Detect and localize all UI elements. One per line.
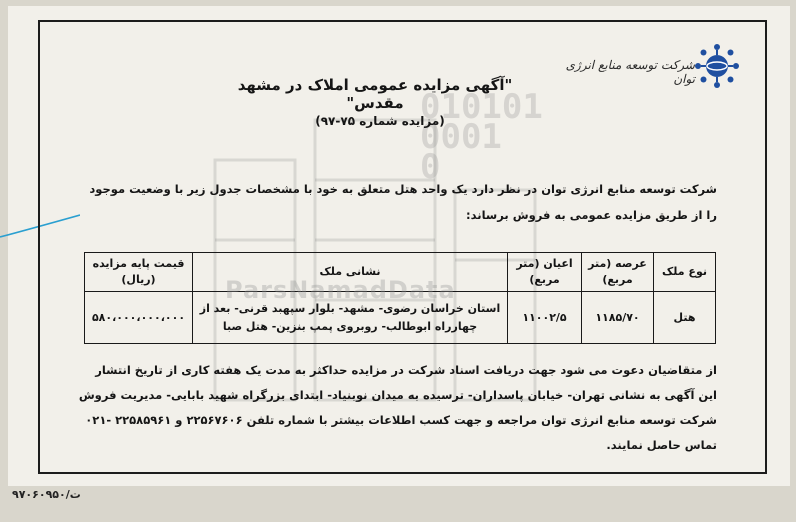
watermark-digits-line: 010101 [420,87,543,127]
watermark-site: ParsNamadData [225,276,456,304]
cell-land-area: ۱۱۸۵/۷۰ [582,292,654,344]
ad-code: ت/۹۷۰۶۰۹۵۰ [12,488,81,501]
cell-address: استان خراسان رضوی- مشهد- بلوار سپهبد قرنی- بعد از چهارراه ابوطالب- روبروی پمپ بنزین- هتل صبا [193,292,508,344]
header-address: نشانی ملک [193,253,508,292]
header-building-area: اعیان (متر مربع) [508,253,582,292]
company-name: شرکت توسعه منابع انرژی توان [565,58,695,86]
header-base-price: قیمت پایه مزایده (ریال) [85,253,193,292]
watermark-digits-line: 0 [420,147,441,187]
header-property-type: نوع ملک [654,253,716,292]
cell-property-type: هتل [654,292,716,344]
cell-building-area: ۱۱۰۰۲/۵ [508,292,582,344]
ad-title: "آگهی مزایده عمومی املاک در مشهد مقدس" [237,76,513,112]
company-logo-icon [693,42,741,90]
intro-paragraph: شرکت توسعه منابع انرژی توان در نظر دارد یک واحد هتل متعلق به خود با مشخصات جدول زیر با وضعیت موجود را از طریق مزایده عمومی به فروش برساند: [89,182,717,222]
cell-base-price: ۵۸۰،۰۰۰،۰۰۰،۰۰۰ [85,292,193,344]
footer-paragraph: از متقاضیان دعوت می شود جهت دریافت اسناد شرکت در مزایده حداکثر به مدت یک هفته کاری از تاریخ انتشار این آگهی به نشانی تهران- خیابان پاسداران- ترسیده به میدان نوبنیاد- ابتدای بزرگراه شهید بابایی- مدیریت فروش شرکت توسعه منابع انرژی توان مراجعه و جهت کسب اطلاعات بیشتر با شماره تلفن ۲۲۵۶۷۶۰۶ و ۲۲۵۸۵۹۶۱ -۰۲۱ تماس حاصل نمایند. [78,363,717,452]
header-land-area: عرصه (متر مربع) [582,253,654,292]
watermark-digits-line: 0001 [420,117,502,157]
auction-number: (مزایده شماره ۷۵-۹۷) [315,114,445,128]
